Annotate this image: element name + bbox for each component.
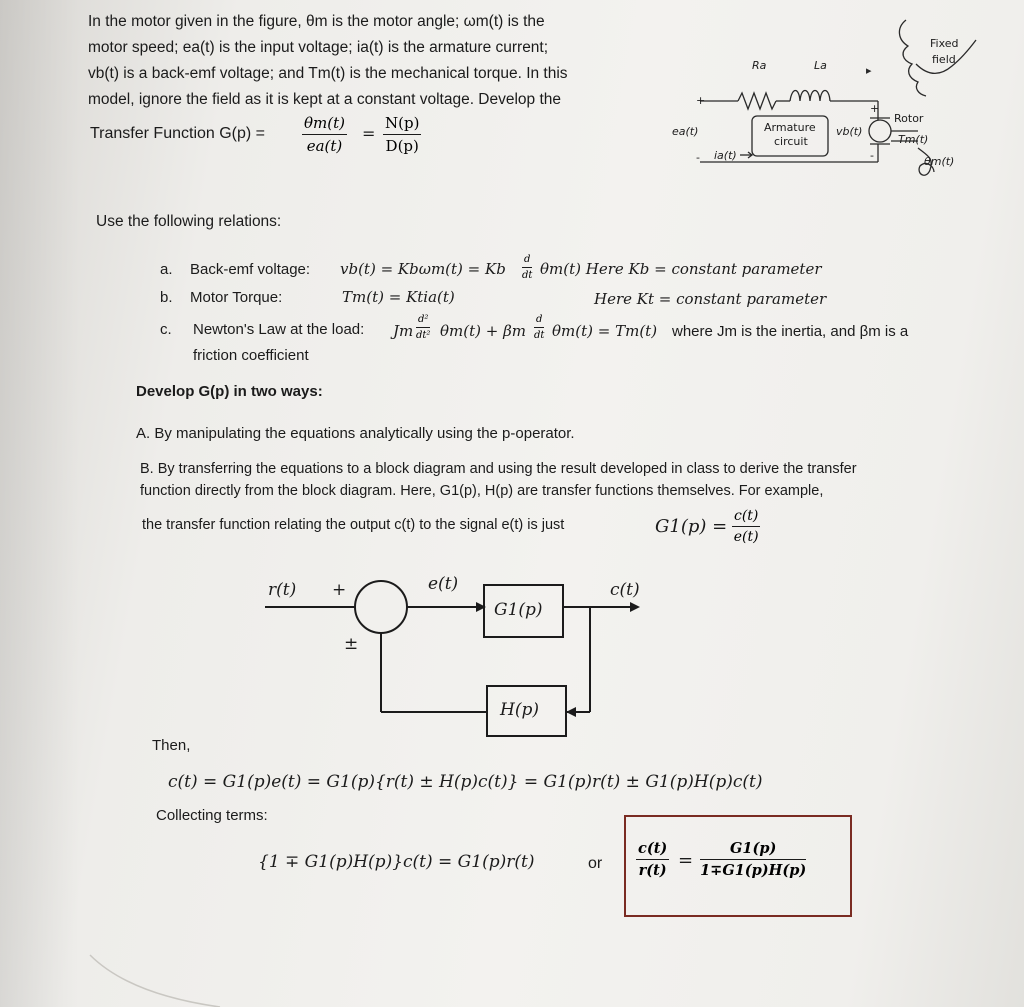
- intro-line-1: In the motor given in the figure, θm is the motor angle; ωm(t) is the: [88, 13, 545, 30]
- result-rhs-denominator: 1∓G1(p)H(p): [700, 862, 807, 879]
- c-derivative-d: d: [534, 314, 544, 328]
- summing-plus-minus: ±: [344, 634, 359, 654]
- derivation-equation-2: {1 ∓ G1(p)H(p)}c(t) = G1(p)r(t): [258, 852, 535, 872]
- tf-denominator-1: ea(t): [306, 137, 343, 155]
- g1-definition: G1(p) =: [655, 516, 728, 537]
- g1-block-label: G1(p): [494, 600, 543, 620]
- minus-sign-right: -: [870, 149, 874, 162]
- intro-line-2: motor speed; ea(t) is the input voltage; ia(t) is the armature current;: [88, 39, 549, 56]
- relations-heading: Use the following relations:: [96, 213, 282, 230]
- relation-a-label: Back-emf voltage:: [190, 261, 311, 278]
- transfer-function-label: Transfer Function G(p) =: [90, 125, 266, 142]
- collecting-terms-label: Collecting terms:: [156, 807, 268, 824]
- derivation-equation-1: c(t) = G1(p)e(t) = G1(p){r(t) ± H(p)c(t)} = G1(p)r(t) ± G1(p)H(p)c(t): [168, 772, 763, 792]
- intro-line-3: vb(t) is a back-emf voltage; and Tm(t) is the mechanical torque. In this: [88, 65, 568, 82]
- relation-b-label: Motor Torque:: [190, 289, 283, 306]
- relation-c-line-2: friction coefficient: [193, 347, 309, 364]
- rotor-label: Rotor: [894, 112, 924, 125]
- result-lhs-denominator: r(t): [638, 862, 667, 879]
- relation-c-label: Newton's Law at the load:: [193, 321, 365, 338]
- relation-c-letter: c.: [160, 321, 172, 338]
- plus-sign-left: +: [696, 94, 706, 107]
- second-derivative-d2: d²: [416, 314, 430, 328]
- reference-signal-label: r(t): [268, 580, 297, 600]
- g1-numerator: c(t): [732, 508, 760, 527]
- tf-numerator-2: N(p): [383, 114, 421, 135]
- minus-sign-left: -: [696, 151, 700, 164]
- relation-a-letter: a.: [160, 261, 173, 278]
- c-derivative-dt: dt: [534, 330, 545, 341]
- intro-line-4: model, ignore the field as it is kept at a constant voltage. Develop the: [88, 91, 562, 108]
- armature-label: Armature: [764, 121, 816, 134]
- then-label: Then,: [152, 737, 191, 754]
- output-signal-label: c(t): [610, 580, 640, 600]
- torque-label: Tm(t): [898, 133, 929, 146]
- back-emf-label: vb(t): [836, 125, 863, 138]
- relation-a-equation-tail: θm(t) Here Kb = constant parameter: [540, 260, 822, 278]
- result-rhs-numerator: G1(p): [700, 840, 806, 860]
- relation-b-equation: Tm(t) = Ktia(t): [342, 288, 455, 306]
- relation-c-rhs: θm(t) = Tm(t): [552, 322, 658, 340]
- or-label: or: [588, 855, 603, 872]
- relation-b-letter: b.: [160, 289, 173, 306]
- armature-current-label: ia(t): [714, 149, 737, 162]
- derivative-d: d: [522, 254, 532, 268]
- summing-plus: +: [332, 580, 347, 600]
- input-voltage-label: ea(t): [672, 125, 699, 138]
- inductor-label: La: [814, 59, 827, 72]
- svg-text:▸: ▸: [866, 65, 872, 77]
- angle-label: θm(t): [924, 155, 955, 168]
- fixed-label: Fixed: [930, 37, 959, 50]
- method-b-line-2: function directly from the block diagram. Here, G1(p), H(p) are transfer functions themselves. For example,: [140, 483, 824, 499]
- tf-numerator-1: θm(t): [302, 114, 347, 135]
- relation-c-inertia: Jm: [393, 322, 414, 340]
- result-equals: =: [678, 850, 694, 871]
- resistor-label: Ra: [752, 59, 767, 72]
- g1-denominator: e(t): [733, 529, 759, 545]
- second-derivative-dt2: dt²: [416, 330, 431, 341]
- field-label: field: [932, 53, 956, 66]
- h-block-label: H(p): [500, 700, 539, 720]
- relation-c-tail: where Jm is the inertia, and βm is a: [672, 323, 909, 340]
- plus-sign-right: +: [870, 102, 880, 115]
- relation-c-middle: θm(t) + βm: [440, 322, 526, 340]
- method-a: A. By manipulating the equations analytically using the p-operator.: [136, 425, 575, 442]
- circuit-label: circuit: [774, 135, 808, 148]
- derivative-dt: dt: [522, 270, 533, 281]
- method-b-line-1: B. By transferring the equations to a block diagram and using the result developed in class to derive the transfer: [140, 461, 857, 477]
- relation-b-note: Here Kt = constant parameter: [594, 290, 827, 308]
- method-b-line-3: the transfer function relating the output c(t) to the signal e(t) is just: [142, 517, 565, 533]
- relation-a-equation: vb(t) = Kbωm(t) = Kb: [340, 260, 506, 278]
- tf-denominator-2: D(p): [385, 137, 419, 155]
- result-lhs-numerator: c(t): [636, 840, 669, 860]
- develop-heading: Develop G(p) in two ways:: [136, 383, 323, 400]
- tf-equals: =: [362, 124, 376, 143]
- error-signal-label: e(t): [428, 574, 459, 594]
